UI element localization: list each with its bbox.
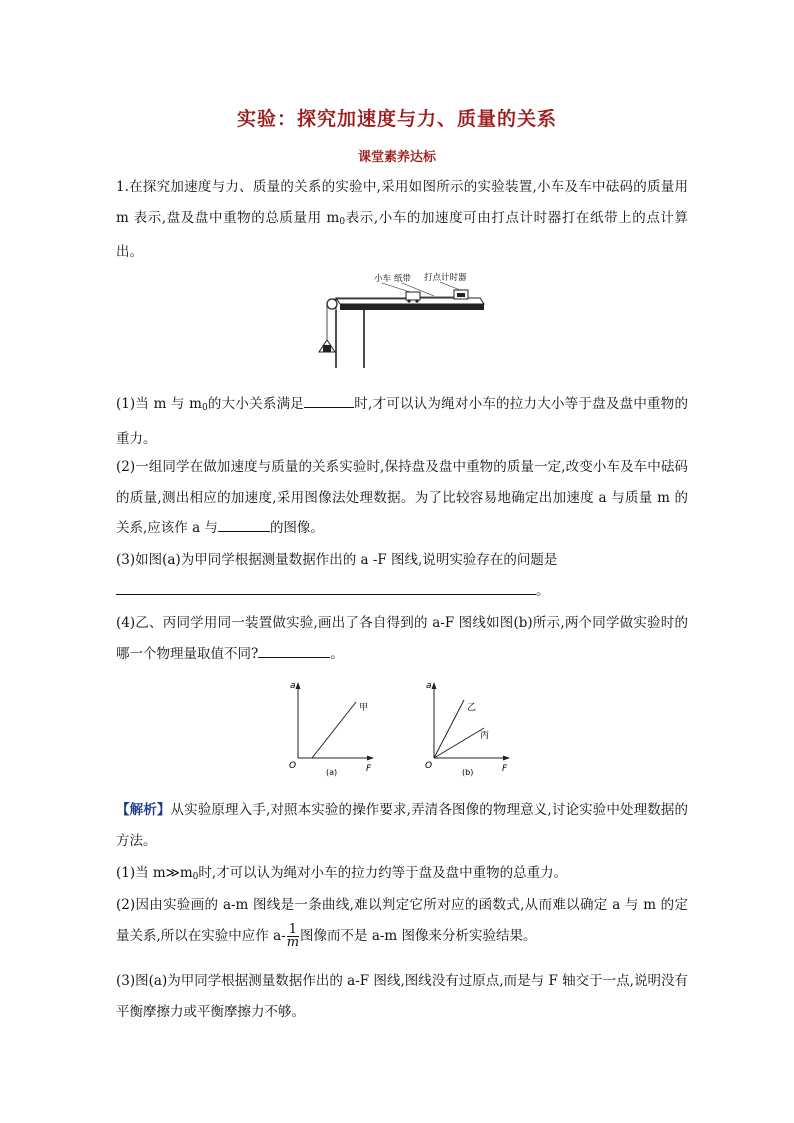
a1-text-b: 时,才可以认为绳对小车的拉力约等于盘及盘中重物的总重力。 [198, 865, 568, 881]
graph-a-line-label: 甲 [359, 703, 369, 713]
a2-text-b: 图像而不是 a-m 图像来分析实验结果。 [300, 928, 537, 944]
tape-label: 纸带 [394, 274, 412, 284]
p1-text-c: 时,才可以认为绳对小车的拉力大小等于盘及盘中重物的重力。 [116, 396, 689, 447]
graph-b-caption: (b) [462, 768, 474, 777]
graph-b-y-label: a [426, 681, 432, 691]
p2-text-a: (2)一组同学在做加速度与质量的关系实验时,保持盘及盘中重物的质量一定,改变小车及车中砝码的质量,测出相应的加速度,采用图像法处理数据。为了比较容易地确定出加速度 a 与质量 m 的关系,应该作 a 与 [116, 459, 688, 536]
p1-subscript: 0 [201, 403, 208, 413]
question-1-part-4 [116, 608, 688, 669]
car-label: 小车 [374, 274, 392, 284]
graph-b-x-label: F [502, 764, 508, 774]
graph-b-line2-label: 丙 [480, 731, 490, 741]
answer-blank-2[interactable] [218, 517, 270, 532]
a3-text: (3)图(a)为甲同学根据测量数据作出的 a-F 图线,图线没有过原点,而是与 F 轴交于一点,说明没有平衡摩擦力或平衡摩擦力不够。 [116, 973, 688, 1020]
p4-end: 。 [330, 645, 344, 662]
answer-blank-4[interactable] [258, 643, 330, 658]
answer-blank-3[interactable] [116, 580, 536, 595]
p1-text-b: 的大小关系满足 [207, 396, 305, 412]
timer-label: 打点计时器 [424, 273, 467, 283]
p3-text-a: (3)如图(a)为甲同学根据测量数据作出的 a -F 图线,说明实验存在的问题是 [116, 552, 558, 568]
graph-b [420, 678, 520, 782]
graph-a-line-jia [312, 702, 356, 758]
graph-a-y-label: a [290, 681, 296, 691]
graph-b-line1-label: 乙 [467, 703, 477, 713]
analysis-part-1 [116, 858, 688, 893]
analysis-text: 从实验原理入手,对照本实验的操作要求,弄清各图像的物理意义,讨论实验中处理数据的方法。 [116, 802, 689, 849]
pulley-icon [327, 299, 337, 309]
graph-a-origin: O [289, 761, 297, 771]
p1-text-a: (1)当 m 与 m [116, 396, 202, 412]
track-side [340, 304, 484, 310]
fraction-one-over-m: $\frac{1}{m}$ [286, 922, 300, 950]
q1-intro-subscript: 0 [339, 216, 346, 227]
answer-blank-1[interactable] [304, 393, 354, 408]
question-1-part-3 [116, 545, 688, 606]
a1-text-a: (1)当 m≫m [116, 865, 193, 881]
analysis-tag: 【解析】 [116, 802, 171, 818]
question-1-part-2 [116, 452, 688, 544]
a1-subscript: 0 [192, 872, 199, 882]
graph-a [284, 678, 384, 782]
weight-icon [323, 345, 331, 352]
analysis-intro [116, 795, 688, 856]
analysis-part-2 [116, 890, 688, 952]
graph-a-x-label: F [366, 764, 372, 774]
q1-intro-text-b: 表示,小车的加速度可由打点计时器打在纸带上的点计算出。 [116, 209, 688, 260]
question-1-part-1 [116, 389, 688, 454]
p2-text-b: 的图像。 [269, 520, 324, 536]
section-subtitle: 课堂素养达标 [357, 150, 436, 165]
graph-b-origin: O [425, 761, 433, 771]
apparatus-figure [314, 268, 488, 372]
a2-text-a: (2)因由实验画的 a-m 图线是一条曲线,难以判定它所对应的函数式,从而难以确定 a 与 m 的定量关系,所以在实验中应作 a- [116, 897, 688, 944]
analysis-part-3 [116, 966, 688, 1027]
car-icon [406, 292, 420, 300]
question-1-intro [116, 172, 688, 268]
graph-a-caption: (a) [326, 768, 338, 777]
p3-end: 。 [536, 582, 550, 599]
p4-text-a: (4)乙、丙同学用同一装置做实验,画出了各自得到的 a-F 图线如图(b)所示,两个同学做实验时的哪一个物理量取值不同? [116, 615, 688, 662]
page-title: 实验：探究加速度与力、质量的关系 [236, 108, 557, 130]
q1-intro-text-a: 1.在探究加速度与力、质量的关系的实验中,采用如图所示的实验装置,小车及车中砝码的质量用 m 表示,盘及盘中重物的总质量用 m [116, 179, 688, 226]
